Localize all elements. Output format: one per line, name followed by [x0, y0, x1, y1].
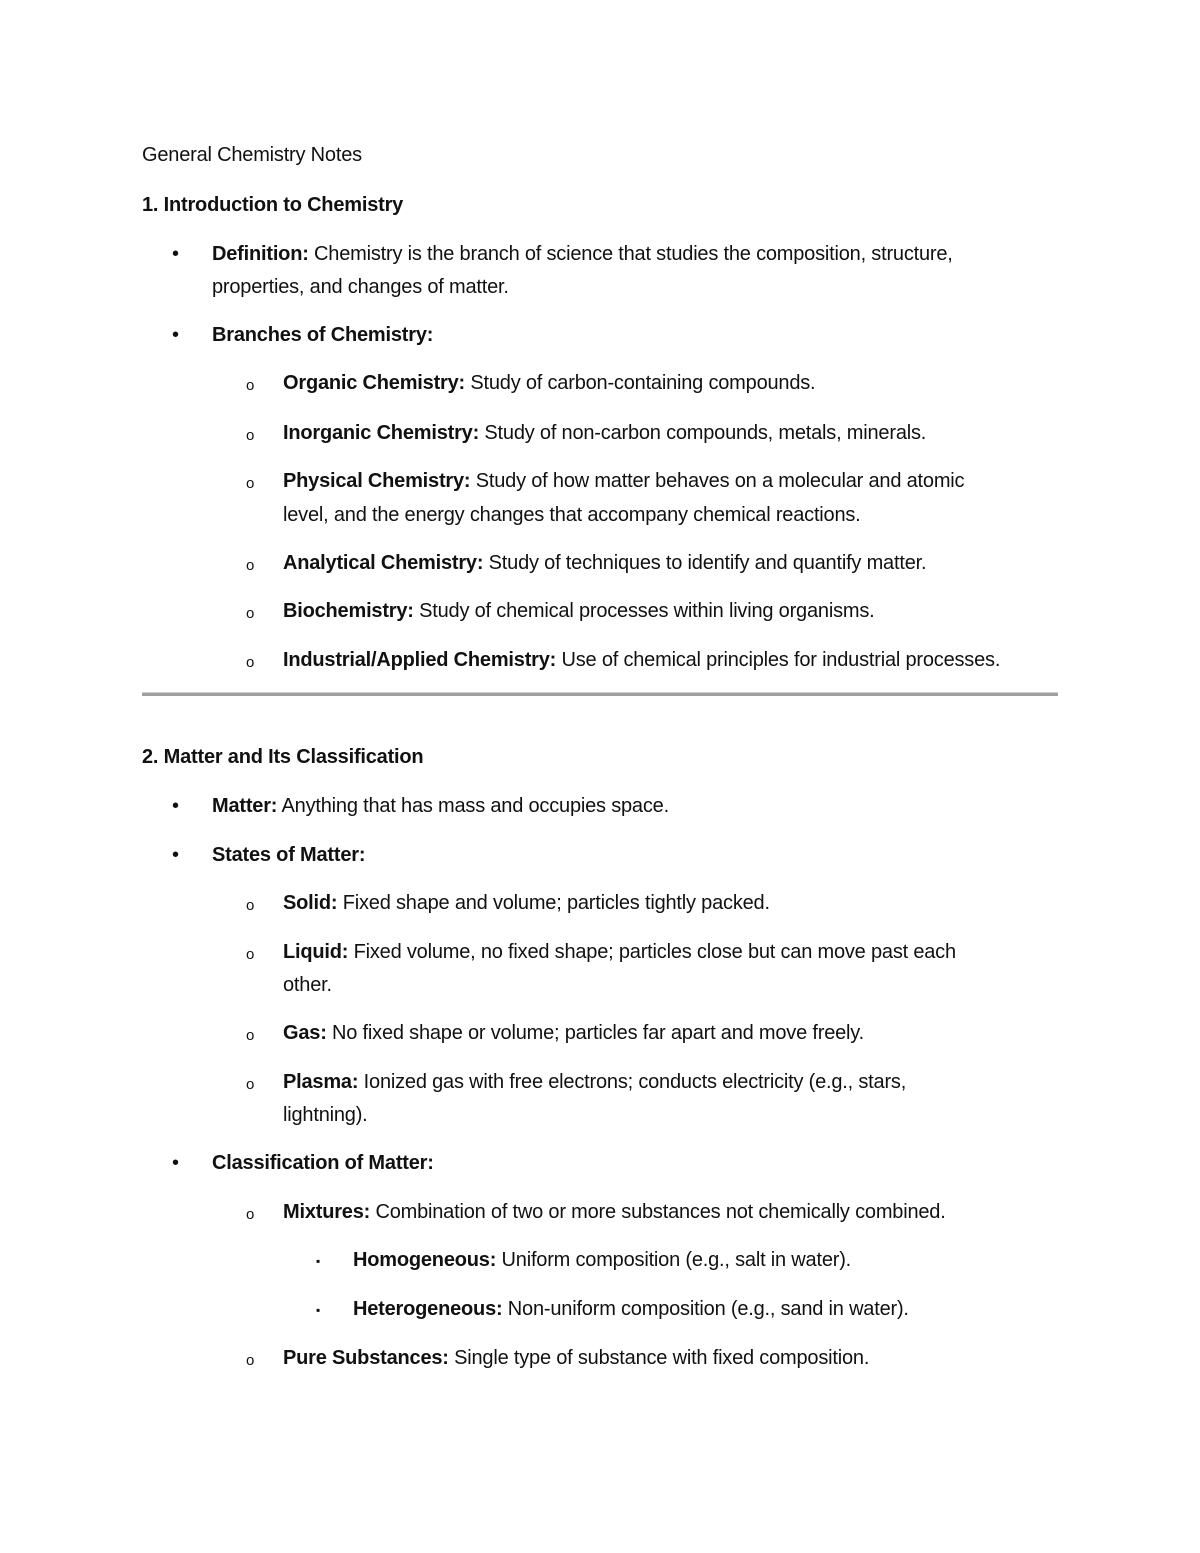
horizontal-divider — [142, 692, 1058, 696]
bullet-circle-icon: o — [246, 377, 255, 394]
definition-text: Chemistry is the branch of science that studies the composition, structure, — [308, 243, 953, 265]
mixture-type-item: Heterogeneous: Non-uniform composition (e.g., sand in water). — [353, 1298, 909, 1320]
definition-line-1 — [212, 242, 953, 266]
branch-item: Inorganic Chemistry: Study of non-carbon compounds, metals, minerals. — [283, 422, 927, 444]
section-1-heading: 1. Introduction to Chemistry — [142, 194, 404, 216]
definition-term: Definition: — [212, 243, 309, 265]
bullet-disc-icon: • — [172, 324, 180, 346]
state-item-continuation: other. — [283, 974, 332, 996]
bullet-circle-icon: o — [246, 1076, 255, 1093]
mixtures-item: Mixtures: Combination of two or more substances not chemically combined. — [283, 1201, 946, 1223]
document-title: General Chemistry Notes — [142, 144, 362, 166]
state-item-continuation: lightning). — [283, 1104, 368, 1126]
states-label: States of Matter: — [212, 844, 366, 866]
state-item: Liquid: Fixed volume, no fixed shape; particles close but can move past each — [283, 941, 956, 963]
state-item: Plasma: Ionized gas with free electrons; conducts electricity (e.g., stars, — [283, 1071, 907, 1093]
pure-substances-item: Pure Substances: Single type of substance with fixed composition. — [283, 1347, 870, 1369]
definition-line-2: properties, and changes of matter. — [212, 276, 509, 298]
bullet-circle-icon: o — [246, 1027, 255, 1044]
branches-label: Branches of Chemistry: — [212, 324, 434, 346]
mixture-type-item: Homogeneous: Uniform composition (e.g., salt in water). — [353, 1249, 852, 1271]
branch-item: Biochemistry: Study of chemical processes within living organisms. — [283, 600, 875, 622]
bullet-circle-icon: o — [246, 427, 255, 444]
state-item: Solid: Fixed shape and volume; particles tightly packed. — [283, 892, 770, 914]
bullet-circle-icon: o — [246, 654, 255, 671]
branch-item: Analytical Chemistry: Study of techniques to identify and quantify matter. — [283, 552, 927, 574]
bullet-disc-icon: • — [172, 1152, 180, 1174]
bullet-disc-icon: • — [172, 844, 180, 866]
bullet-circle-icon: o — [246, 946, 255, 963]
bullet-square-icon: ▪ — [316, 1303, 321, 1317]
branch-item-continuation: level, and the energy changes that accompany chemical reactions. — [283, 504, 861, 526]
state-item: Gas: No fixed shape or volume; particles far apart and move freely. — [283, 1022, 864, 1044]
bullet-circle-icon: o — [246, 475, 255, 492]
branch-item: Organic Chemistry: Study of carbon-containing compounds. — [283, 372, 816, 394]
bullet-circle-icon: o — [246, 897, 255, 914]
branch-item: Physical Chemistry: Study of how matter behaves on a molecular and atomic — [283, 470, 965, 492]
bullet-circle-icon: o — [246, 1352, 255, 1369]
classification-label: Classification of Matter: — [212, 1152, 434, 1174]
bullet-circle-icon: o — [246, 605, 255, 622]
bullet-disc-icon: • — [172, 243, 180, 265]
branch-item: Industrial/Applied Chemistry: Use of chemical principles for industrial processes. — [283, 649, 1001, 671]
bullet-disc-icon: • — [172, 795, 180, 817]
bullet-square-icon: ▪ — [316, 1254, 321, 1268]
bullet-circle-icon: o — [246, 1206, 255, 1223]
matter-item: Matter: Anything that has mass and occupies space. — [212, 795, 669, 817]
bullet-circle-icon: o — [246, 557, 255, 574]
section-2-heading: 2. Matter and Its Classification — [142, 746, 424, 768]
